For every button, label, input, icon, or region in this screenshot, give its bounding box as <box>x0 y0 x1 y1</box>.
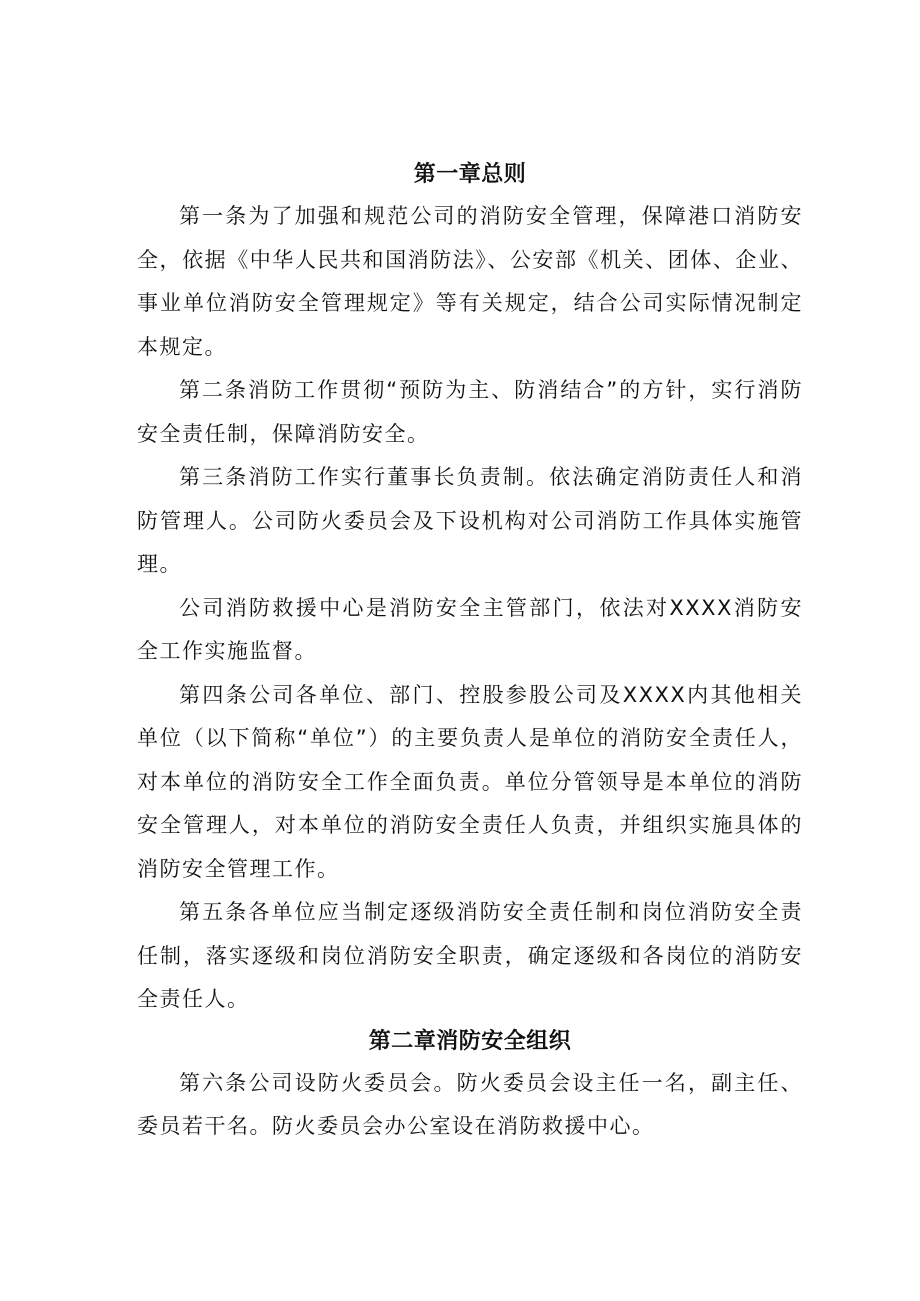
article-3-paragraph: 第三条消防工作实行董事长负责制。依法确定消防责任人和消防管理人。公司防火委员会及下设机构对公司消防工作具体实施管理。 <box>137 465 803 576</box>
article-1-paragraph: 第一条为了加强和规范公司的消防安全管理，保障港口消防安全，依据《中华人民共和国消防法》、公安部《机关、团体、企业、事业单位消防安全管理规定》等有关规定，结合公司实际情况制定本规定。 <box>137 204 803 359</box>
document-body <box>137 155 803 1149</box>
chapter-2-title: 第二章消防安全组织 <box>368 1028 572 1054</box>
article-5-paragraph: 第五条各单位应当制定逐级消防安全责任制和岗位消防安全责任制，落实逐级和岗位消防安全职责，确定逐级和各岗位的消防安全责任人。 <box>137 900 803 1011</box>
article-4-paragraph: 第四条公司各单位、部门、控股参股公司及XXXX内其他相关单位（以下简称“单位”）的主要负责人是单位的消防安全责任人，对本单位的消防安全工作全面负责。单位分管领导是本单位的消防安全管理人，对本单位的消防安全责任人负责，并组织实施具体的消防安全管理工作。 <box>137 682 803 881</box>
article-6-paragraph: 第六条公司设防火委员会。防火委员会设主任一名，副主任、委员若干名。防火委员会办公室设在消防救援中心。 <box>137 1070 803 1138</box>
chapter-1-title: 第一章总则 <box>413 162 527 187</box>
article-3-supplement-paragraph: 公司消防救援中心是消防安全主管部门，依法对XXXX消防安全工作实施监督。 <box>137 595 803 663</box>
article-2-paragraph: 第二条消防工作贯彻“预防为主、防消结合”的方针，实行消防安全责任制，保障消防安全。 <box>137 378 803 446</box>
